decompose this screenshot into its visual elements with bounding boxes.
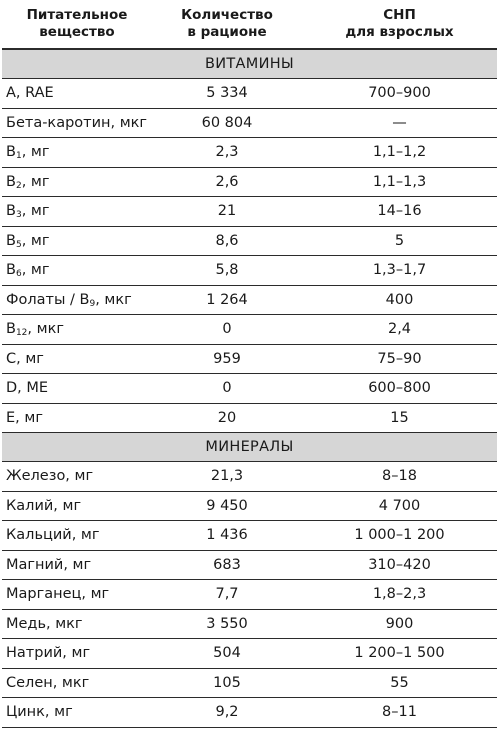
- table-row: [2, 227, 497, 257]
- nutrient-name: $B_5$, мг: [6, 232, 50, 250]
- nutrient-name: Натрий, мг: [6, 645, 91, 662]
- amount-value: 20: [217, 409, 237, 426]
- header-rda: [302, 0, 497, 48]
- nutrient-name: Фолаты / $B_9$, мкг: [6, 291, 132, 309]
- table-row: [2, 698, 497, 728]
- table-row: [2, 462, 497, 492]
- amount-value: 1 264: [206, 291, 248, 308]
- amount-value: 9 450: [206, 497, 248, 514]
- table-row: [2, 315, 497, 345]
- rda-value: 900: [385, 615, 414, 632]
- table-row: [2, 580, 497, 610]
- mineral-rows: [2, 462, 497, 728]
- nutrient-name: $B_6$, мг: [6, 262, 50, 280]
- section-vitamins: ВИТАМИНЫ: [2, 50, 497, 79]
- table-header: [2, 0, 497, 50]
- nutrient-name: Кальций, мг: [6, 527, 100, 544]
- amount-value: 683: [213, 556, 241, 573]
- amount-value: 3 550: [206, 615, 248, 632]
- nutrient-name: Цинк, мг: [6, 704, 73, 721]
- header-rda-line2: для взрослых: [345, 24, 454, 40]
- rda-value: 1,3–1,7: [372, 262, 427, 279]
- table-row: [2, 197, 497, 227]
- amount-value: 21,3: [210, 468, 244, 485]
- nutrient-name: Магний, мг: [6, 556, 92, 573]
- nutrient-name: Калий, мг: [6, 497, 82, 514]
- amount-value: 5 334: [206, 85, 248, 102]
- rda-value: 1 200–1 500: [354, 645, 445, 662]
- table-row: [2, 79, 497, 109]
- rda-value: 1,1–1,3: [372, 173, 427, 190]
- nutrient-name: E, мг: [6, 409, 43, 426]
- header-amount: [152, 0, 302, 48]
- nutrient-name: C, мг: [6, 350, 44, 367]
- table-row: [2, 256, 497, 286]
- rda-value: 700–900: [368, 85, 431, 102]
- nutrient-table: [2, 0, 497, 728]
- header-nutrient: [2, 0, 152, 48]
- table-row: [2, 109, 497, 139]
- nutrient-name: $B_2$, мг: [6, 173, 50, 191]
- table-row: [2, 168, 497, 198]
- amount-value: 5,8: [215, 262, 239, 279]
- vitamin-rows: [2, 79, 497, 433]
- table-row: [2, 669, 497, 699]
- amount-value: 504: [213, 645, 241, 662]
- rda-value: 8–18: [382, 468, 417, 485]
- rda-value: —: [392, 114, 407, 131]
- header-amount-line1: Количество: [181, 7, 273, 23]
- rda-value: 400: [385, 291, 414, 308]
- amount-value: 0: [222, 321, 232, 338]
- table-row: [2, 610, 497, 640]
- amount-value: 9,2: [215, 704, 239, 721]
- header-nutrient-line1: Питательное: [26, 7, 128, 23]
- nutrient-name: $B_{12}$, мкг: [6, 321, 64, 339]
- table-row: [2, 374, 497, 404]
- rda-value: 1,8–2,3: [372, 586, 427, 603]
- amount-value: 105: [213, 674, 241, 691]
- rda-value: 2,4: [387, 321, 412, 338]
- nutrient-name: Железо, мг: [6, 468, 94, 485]
- rda-value: 75–90: [377, 350, 422, 367]
- table-row: [2, 639, 497, 669]
- amount-value: 21: [217, 203, 237, 220]
- nutrient-name: $B_3$, мг: [6, 203, 50, 221]
- amount-value: 2,6: [215, 173, 239, 190]
- table-row: [2, 492, 497, 522]
- rda-value: 310–420: [368, 556, 431, 573]
- amount-value: 1 436: [206, 527, 248, 544]
- nutrient-name: Селен, мкг: [6, 674, 90, 691]
- amount-value: 8,6: [215, 232, 239, 249]
- nutrient-name: Марганец, мг: [6, 586, 110, 603]
- rda-value: 14–16: [377, 203, 422, 220]
- header-nutrient-line2: вещество: [39, 24, 115, 40]
- table-row: [2, 521, 497, 551]
- table-row: [2, 404, 497, 434]
- rda-value: 55: [390, 674, 409, 691]
- rda-value: 5: [394, 232, 405, 249]
- table-row: [2, 345, 497, 375]
- rda-value: 4 700: [378, 497, 421, 514]
- nutrient-name: D, МЕ: [6, 380, 49, 397]
- nutrient-name: $B_1$, мг: [6, 144, 50, 162]
- table-row: [2, 138, 497, 168]
- rda-value: 1 000–1 200: [354, 527, 445, 544]
- amount-value: 0: [222, 380, 232, 397]
- amount-value: 7,7: [215, 586, 239, 603]
- header-rda-line1: СНП: [383, 7, 416, 23]
- header-amount-line2: в рационе: [187, 24, 267, 40]
- amount-value: 959: [213, 350, 241, 367]
- section-minerals: МИНЕРАЛЫ: [2, 433, 497, 462]
- amount-value: 2,3: [215, 144, 239, 161]
- rda-value: 600–800: [368, 380, 431, 397]
- table-row: [2, 551, 497, 581]
- amount-value: 60 804: [201, 114, 253, 131]
- table-row: [2, 286, 497, 316]
- rda-value: 8–11: [382, 704, 417, 721]
- nutrient-name: Медь, мкг: [6, 615, 83, 632]
- nutrient-name: A, RAE: [6, 85, 54, 102]
- nutrient-name: Бета-каротин, мкг: [6, 114, 148, 131]
- rda-value: 15: [390, 409, 409, 426]
- rda-value: 1,1–1,2: [372, 144, 427, 161]
